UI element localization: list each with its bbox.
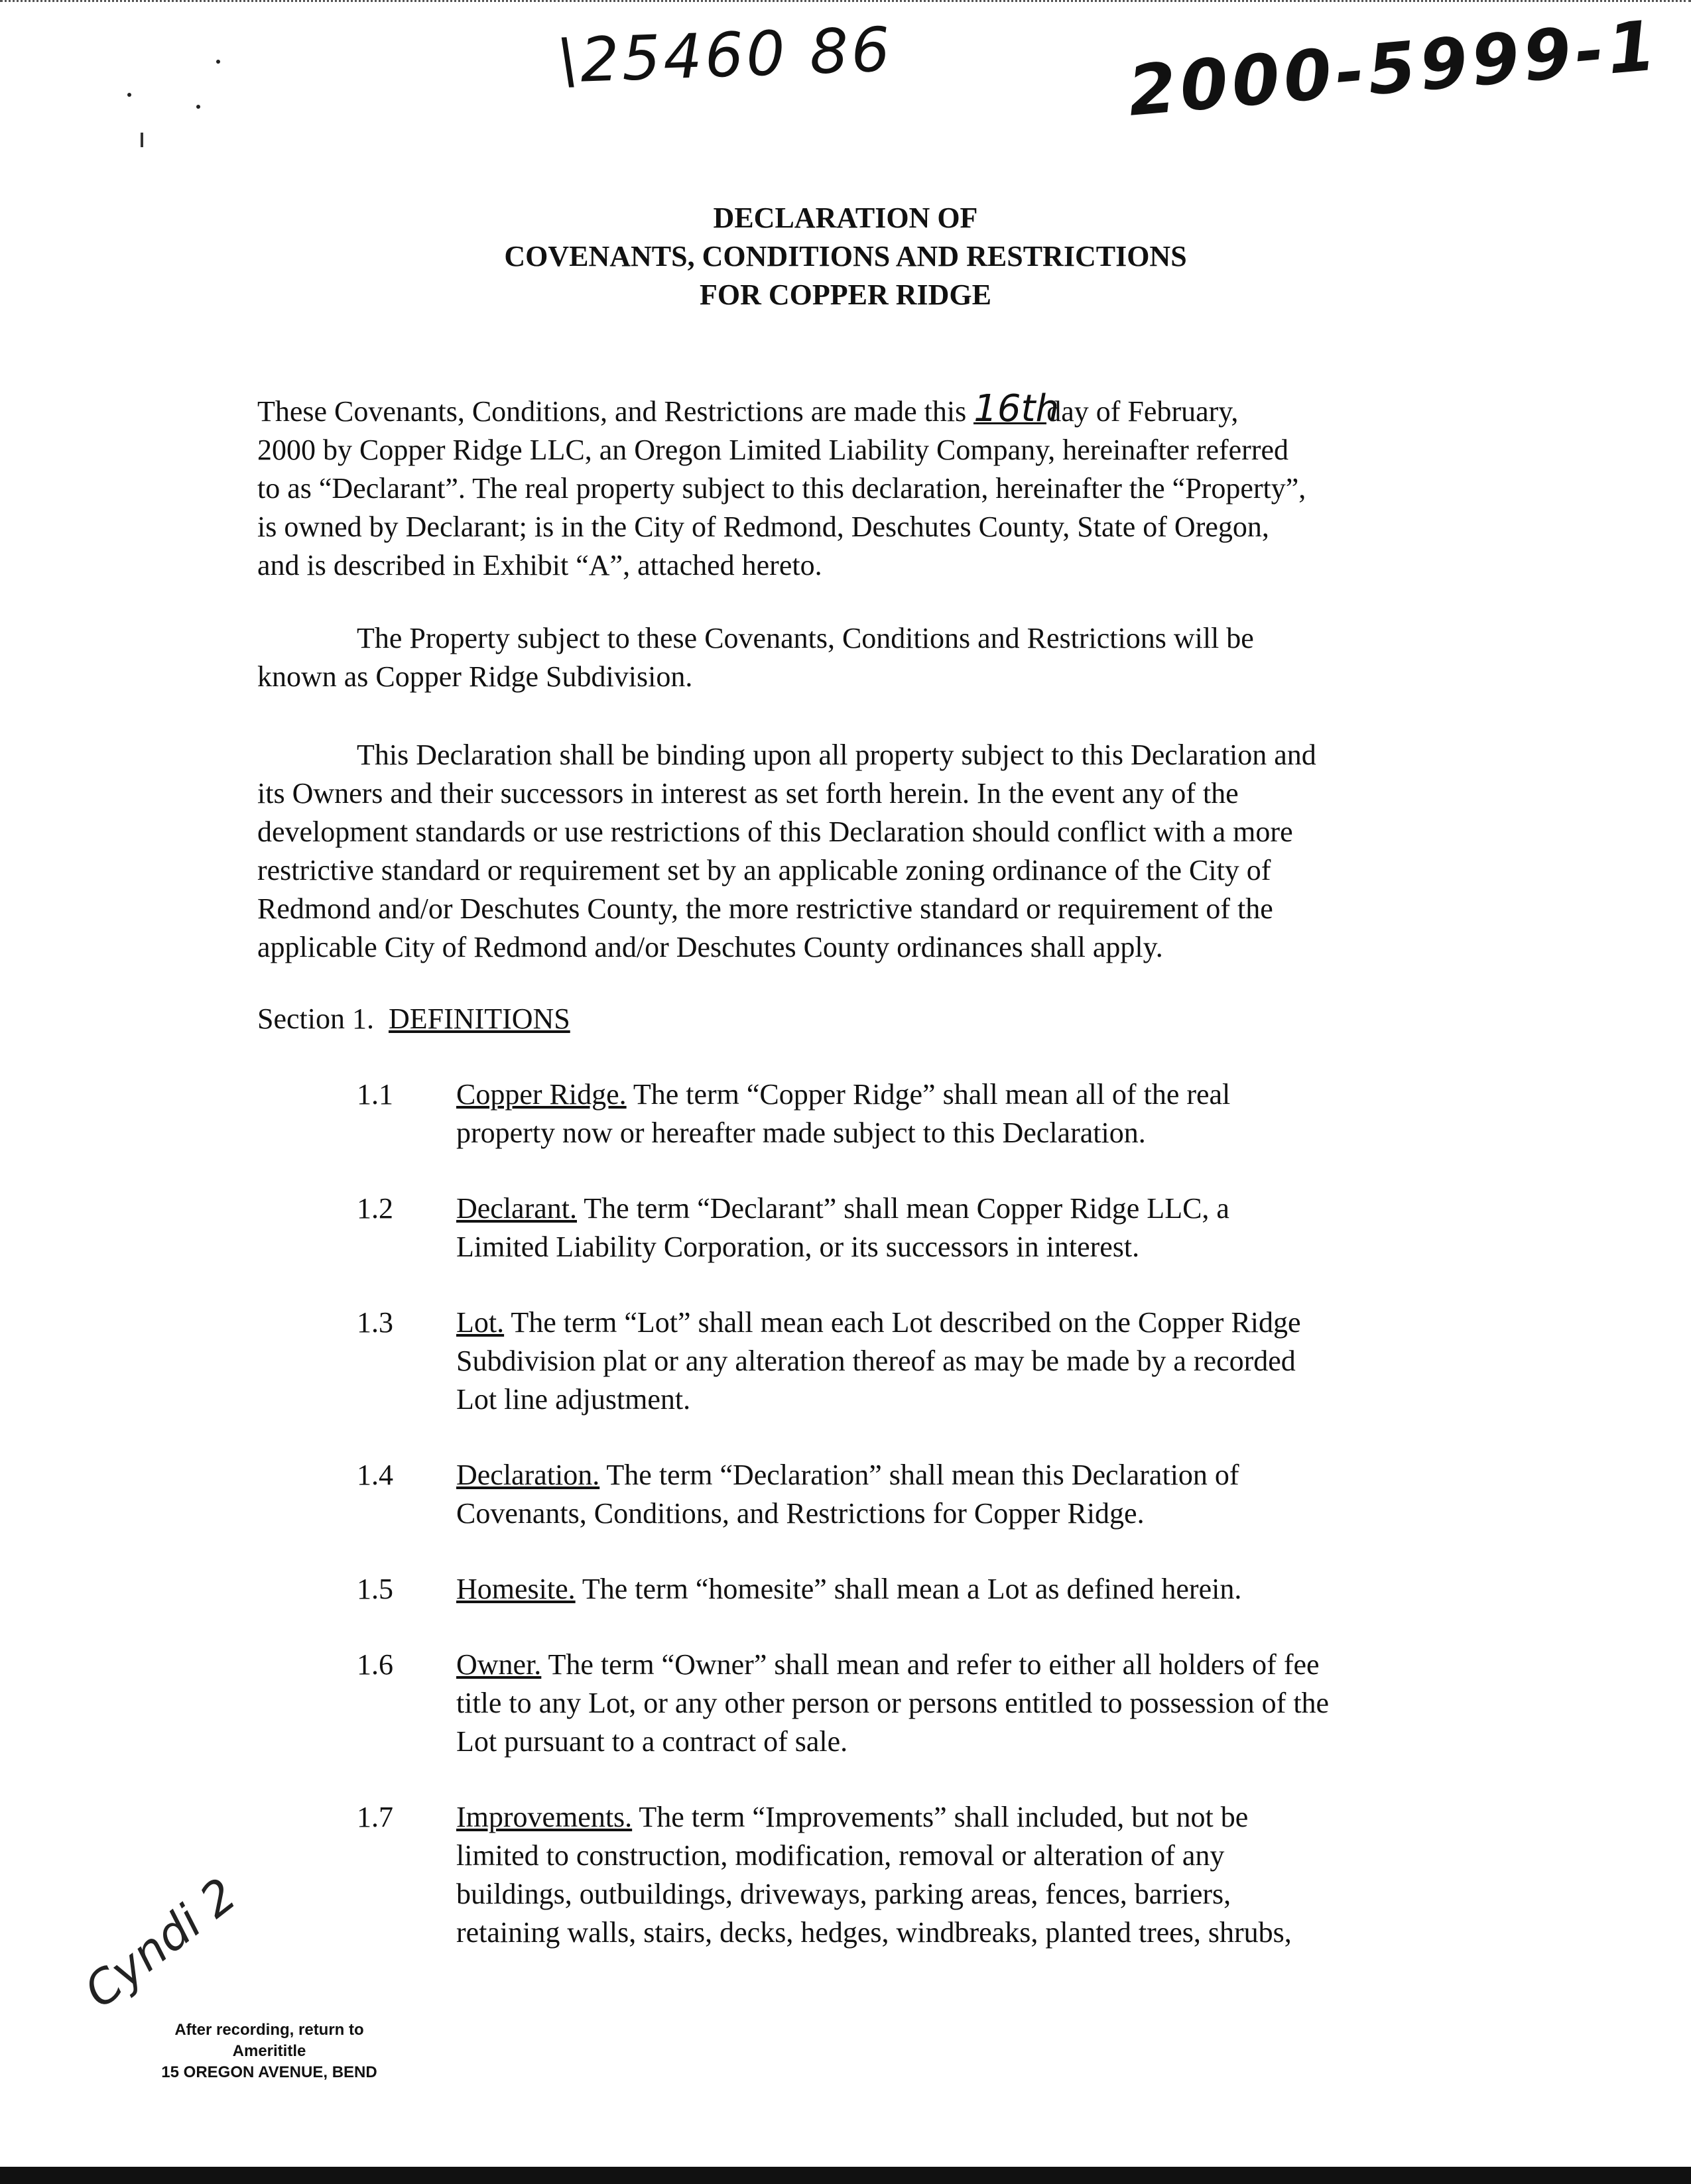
text-run: The term “Improvements” shall included, but not be <box>632 1801 1249 1833</box>
definition-term: Copper Ridge. <box>456 1078 627 1111</box>
scan-speck <box>127 93 131 97</box>
paragraph-line: Limited Liability Corporation, or its successors in interest. <box>456 1231 1140 1263</box>
document-title <box>0 199 1691 314</box>
title-line: COVENANTS, CONDITIONS AND RESTRICTIONS <box>504 240 1187 273</box>
text-run: The term “Copper Ridge” shall mean all of the real <box>626 1078 1231 1111</box>
text-run: The term “Declaration” shall mean this Declaration of <box>599 1459 1239 1491</box>
paragraph-line: Subdivision plat or any alteration thereof as may be made by a recorded <box>456 1345 1296 1377</box>
paragraph-line <box>456 1798 1491 1837</box>
scan-speck <box>216 60 220 64</box>
paragraph-line: to as “Declarant”. The real property subject to this declaration, hereinafter the “Property”, <box>257 472 1306 505</box>
paragraph-line <box>456 1075 1491 1114</box>
definition-number: 1.5 <box>357 1573 393 1605</box>
paragraph-line: title to any Lot, or any other person or persons entitled to possession of the <box>456 1687 1330 1719</box>
paragraph-line: buildings, outbuildings, driveways, parking areas, fences, barriers, <box>456 1878 1231 1910</box>
recording-return-stamp <box>157 2020 382 2083</box>
title-line: FOR COPPER RIDGE <box>700 278 991 311</box>
scan-bottom-edge <box>0 2167 1691 2184</box>
definition-body <box>456 1646 1491 1761</box>
text-run: The term “homesite” shall mean a Lot as defined herein. <box>575 1573 1242 1605</box>
definition-term: Homesite. <box>456 1573 576 1605</box>
definition-number: 1.2 <box>357 1192 393 1225</box>
scan-top-edge <box>0 0 1691 6</box>
definition-body <box>456 1570 1491 1608</box>
scan-speck <box>196 105 200 109</box>
paragraph-line <box>456 1570 1491 1608</box>
paragraph-line: known as Copper Ridge Subdivision. <box>257 660 693 693</box>
paragraph-line: is owned by Declarant; is in the City of Redmond, Deschutes County, State of Oregon, <box>257 511 1269 543</box>
paragraph-line: restrictive standard or requirement set by an applicable zoning ordinance of the City of <box>257 854 1271 886</box>
intro-paragraph-3 <box>257 736 1464 967</box>
paragraph-line: property now or hereafter made subject to this Declaration. <box>456 1117 1146 1149</box>
stamp-line: After recording, return to <box>174 2021 364 2039</box>
definition-body <box>456 1798 1491 1952</box>
text-run: The term “Owner” shall mean and refer to either all holders of fee <box>541 1648 1320 1681</box>
paragraph-line: its Owners and their successors in interest as set forth herein. In the event any of the <box>257 777 1239 810</box>
definition-term: Lot. <box>456 1306 505 1339</box>
paragraph-line: Lot pursuant to a contract of sale. <box>456 1725 848 1758</box>
definition-body <box>456 1189 1491 1266</box>
handwritten-day-field: 16th <box>973 387 1059 430</box>
stamp-line: 15 OREGON AVENUE, BEND <box>161 2063 377 2081</box>
definition-number: 1.6 <box>357 1648 393 1681</box>
paragraph-line <box>257 387 1464 431</box>
paragraph-line: Covenants, Conditions, and Restrictions for Copper Ridge. <box>456 1497 1145 1530</box>
paragraph-line <box>456 1646 1491 1684</box>
definition-number: 1.1 <box>357 1078 393 1111</box>
section-number: Section 1. <box>257 1002 374 1035</box>
stamp-line: Amerititle <box>232 2042 306 2060</box>
paragraph-line: and is described in Exhibit “A”, attached hereto. <box>257 549 822 581</box>
paragraph-line: 2000 by Copper Ridge LLC, an Oregon Limited Liability Company, hereinafter referred <box>257 434 1289 466</box>
definition-body <box>456 1456 1491 1533</box>
paragraph-line <box>257 736 1464 774</box>
intro-paragraph-2 <box>257 619 1464 696</box>
definition-number: 1.3 <box>357 1306 393 1339</box>
paragraph-line <box>456 1189 1491 1228</box>
text-run: The Property subject to these Covenants, Conditions and Restrictions will be <box>357 622 1254 654</box>
definition-term: Declarant. <box>456 1192 577 1225</box>
paragraph-line: Redmond and/or Deschutes County, the more restrictive standard or requirement of the <box>257 892 1273 925</box>
paragraph-line <box>456 1456 1491 1494</box>
text-run: This Declaration shall be binding upon all property subject to this Declaration and <box>357 739 1316 771</box>
definition-number: 1.7 <box>357 1801 393 1833</box>
text-run: day of February, <box>1046 395 1239 428</box>
handwritten-initials: Cyndi 2 <box>74 1867 247 2019</box>
section-heading <box>257 1000 570 1038</box>
text-run: These Covenants, Conditions, and Restrictions are made this <box>257 395 967 428</box>
definition-number: 1.4 <box>357 1459 393 1491</box>
definition-term: Owner. <box>456 1648 542 1681</box>
paragraph-line: retaining walls, stairs, decks, hedges, windbreaks, planted trees, shrubs, <box>456 1916 1292 1949</box>
definition-term: Declaration. <box>456 1459 600 1491</box>
title-line: DECLARATION OF <box>713 202 978 234</box>
scan-mark <box>141 133 143 147</box>
definition-term: Improvements. <box>456 1801 633 1833</box>
section-title: DEFINITIONS <box>388 1002 570 1035</box>
intro-paragraph-1 <box>257 387 1464 585</box>
definition-body <box>456 1304 1491 1419</box>
paragraph-line: development standards or use restrictions of this Declaration should conflict with a more <box>257 816 1293 848</box>
paragraph-line <box>456 1304 1491 1342</box>
handwritten-reference-number: \25460 86 <box>556 14 894 97</box>
text-run: The term “Declarant” shall mean Copper Ridge LLC, a <box>577 1192 1229 1225</box>
paragraph-line <box>257 619 1464 658</box>
paragraph-line: Lot line adjustment. <box>456 1383 691 1416</box>
definition-body <box>456 1075 1491 1152</box>
text-run: The term “Lot” shall mean each Lot described on the Copper Ridge <box>504 1306 1301 1339</box>
paragraph-line: applicable City of Redmond and/or Deschutes County ordinances shall apply. <box>257 931 1163 963</box>
handwritten-document-number: 2000-5999-1 <box>1125 5 1663 132</box>
paragraph-line: limited to construction, modification, removal or alteration of any <box>456 1839 1225 1872</box>
